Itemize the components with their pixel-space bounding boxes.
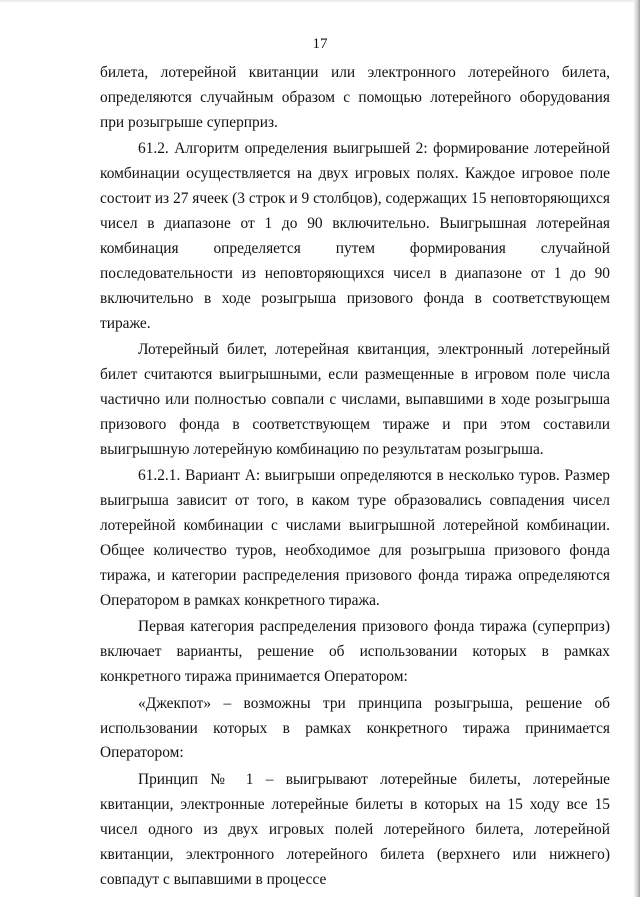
paragraph-section-61-2: 61.2. Алгоритм определения выигрышей 2: формирование лотерейной комбинации осуществляется на двух игровых полях. Каждое игровое поле состоит из 27 ячеек (3 строк и 9 столбцов), содержащих 15 неповторяющихся чисел в диапазоне от 1 до 90 включительно. Выигрышная лотерейная комбинация определяется путем формирования случайной последовательности из неповторяющихся чисел в диапазоне от 1 до 90 включительно в ходе розыгрыша призового фонда в соответствующем тираже. xyxy=(100,140,610,332)
scan-edge-top xyxy=(0,0,640,3)
scan-edge-right xyxy=(634,0,640,897)
paragraph-section-61-2-1: 61.2.1. Вариант А: выигрыши определяются в несколько туров. Размер выигрыша зависит от того, в каком туре образовались совпадения чисел лотерейной комбинации с числами выигрышной лотерейной комбинации. Общее количество туров, необходимое для розыгрыша призового фонда тиража, и категории распределения призового фонда тиража определяются Оператором в рамках конкретного тиража. xyxy=(100,467,610,609)
paragraph-winning-tickets: Лотерейный билет, лотерейная квитанция, электронный лотерейный билет считаются выигрышными, если размещенные в игровом поле числа частично или полностью совпали с числами, выпавшими в ходе розыгрыша призового фонда в соответствующем тираже и при этом составили выигрышную лотерейную комбинацию по результатам розыгрыша. xyxy=(100,341,610,458)
document-body xyxy=(100,61,610,892)
paragraph-first-category: Первая категория распределения призового фонда тиража (суперприз) включает варианты, решение об использовании которых в рамках конкретного тиража принимается Оператором: xyxy=(100,618,610,686)
paragraph-principle-1: Принцип № 1 – выигрывают лотерейные билеты, лотерейные квитанции, электронные лотерейные билеты в которых на 15 ходу все 15 чисел одного из двух игровых полей лотерейного билета, лотерейной квитанции, электронного лотерейного билета (верхнего или нижнего) совпадут с выпавшими в процессе xyxy=(100,770,610,888)
paragraph-jackpot: «Джекпот» – возможны три принципа розыгрыша, решение об использовании которых в рамках конкретного тиража принимается Оператором: xyxy=(100,694,610,762)
paragraph-continuation: билета, лотерейной квитанции или электронного лотерейного билета, определяются случайным образом с помощью лотерейного оборудования при розыгрыше суперприз. xyxy=(100,64,610,131)
page-number: 17 xyxy=(312,36,328,52)
